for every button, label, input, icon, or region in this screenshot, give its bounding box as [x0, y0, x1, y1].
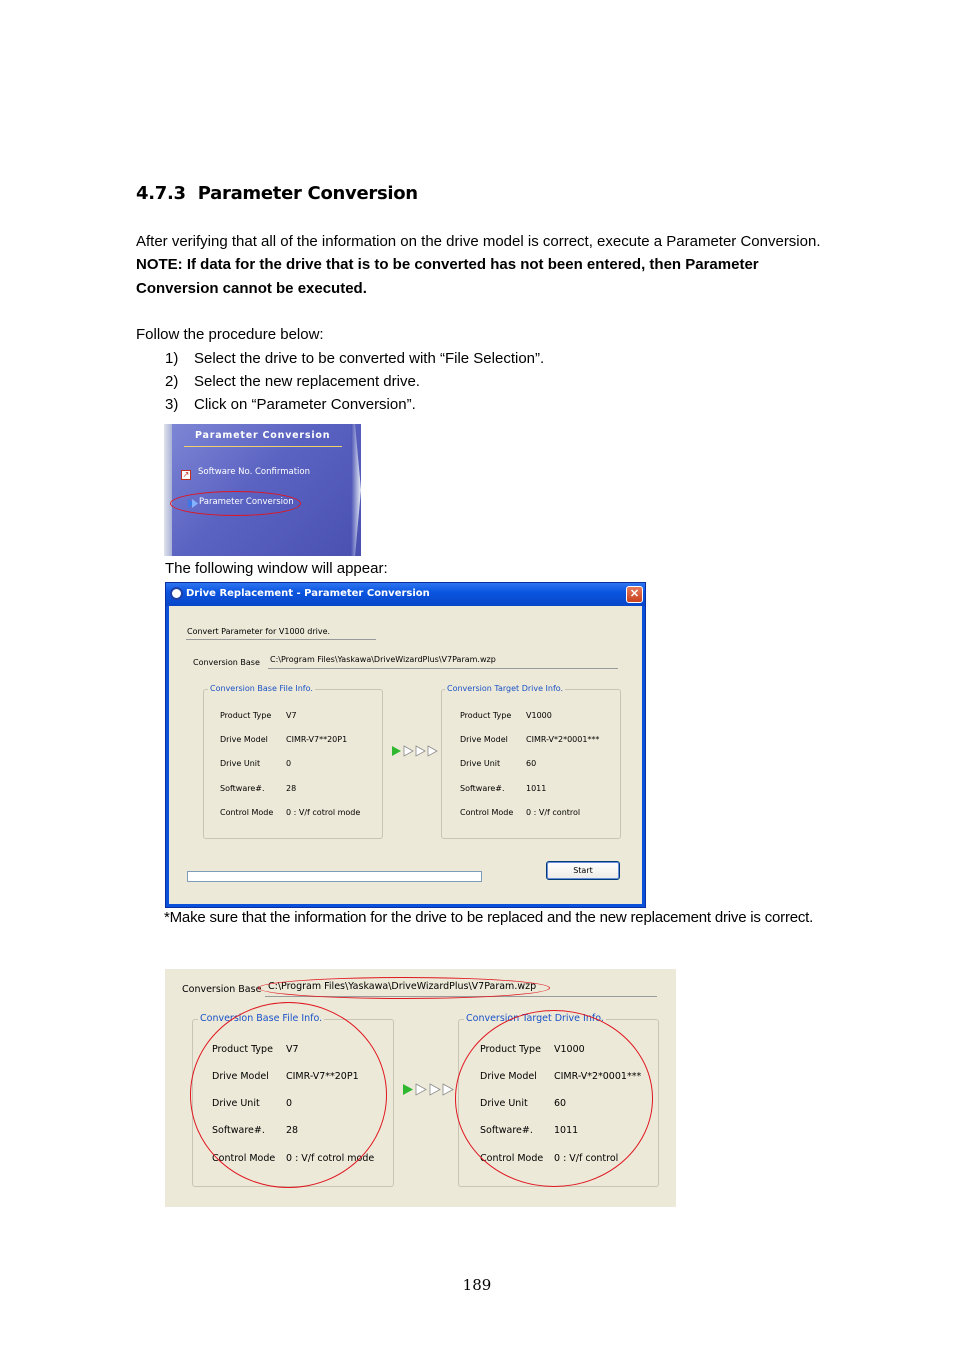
zoom-source-value-model: CIMR-V7**20P1 — [286, 1071, 359, 1082]
section-title: Parameter Conversion — [197, 183, 418, 204]
zoom-target-group-title: Conversion Target Drive Info. — [466, 1013, 604, 1024]
source-value-model: CIMR-V7**20P1 — [286, 735, 348, 744]
zoom-conversion-base-path: C:\Program Files\Yaskawa\DriveWizardPlus\V7Param.wzp — [268, 981, 537, 992]
zoom-target-label-control: Control Mode — [480, 1153, 544, 1164]
zoom-source-label-unit: Drive Unit — [212, 1098, 260, 1109]
conversion-base-underline — [268, 668, 618, 669]
source-label-control: Control Mode — [220, 808, 274, 817]
note-line-2: Conversion cannot be executed. — [136, 280, 367, 297]
close-icon[interactable]: ✕ — [626, 586, 643, 603]
start-button[interactable]: Start — [546, 861, 620, 880]
source-value-control: 0 : V/f cotrol mode — [286, 808, 361, 817]
zoom-source-value-unit: 0 — [286, 1098, 293, 1109]
target-label-model: Drive Model — [460, 735, 508, 744]
target-group-title: Conversion Target Drive Info. — [447, 684, 564, 693]
zoom-target-value-product: V1000 — [554, 1044, 585, 1055]
target-label-product: Product Type — [460, 711, 512, 720]
step-text: Click on “Parameter Conversion”. — [194, 396, 416, 413]
page-number: 189 — [462, 1276, 492, 1294]
zoom-source-label-model: Drive Model — [212, 1071, 269, 1082]
target-value-product: V1000 — [526, 711, 552, 720]
target-value-unit: 60 — [526, 759, 537, 768]
zoom-conversion-base-label: Conversion Base — [182, 984, 262, 995]
step-number: 1) — [165, 350, 179, 367]
section-number: 4.7.3 — [136, 183, 186, 204]
zoom-source-label-software: Software#. — [212, 1125, 265, 1136]
source-label-model: Drive Model — [220, 735, 268, 744]
section-heading — [136, 183, 418, 204]
zoom-target-value-control: 0 : V/f control — [554, 1153, 619, 1164]
convert-label: Convert Parameter for V1000 drive. — [187, 627, 331, 636]
step-1 — [165, 350, 544, 367]
conversion-base-label: Conversion Base — [193, 658, 260, 667]
window-titlebar — [166, 583, 645, 606]
panel-edge-left — [164, 424, 172, 556]
panel-edge-right — [351, 424, 361, 556]
source-label-product: Product Type — [220, 711, 272, 720]
make-sure-note: *Make sure that the information for the drive to be replaced and the new replacement drive is correct. — [164, 909, 814, 926]
zoom-source-value-software: 28 — [286, 1125, 299, 1136]
zoom-target-value-model: CIMR-V*2*0001*** — [554, 1071, 642, 1082]
zoom-source-label-control: Control Mode — [212, 1153, 276, 1164]
procedure-lead: Follow the procedure below: — [136, 326, 324, 343]
zoom-source-group-title: Conversion Base File Info. — [200, 1013, 323, 1024]
menu-item-parameter-conversion[interactable]: Parameter Conversion — [199, 497, 294, 507]
zoom-target-value-software: 1011 — [554, 1125, 579, 1136]
zoom-target-label-product: Product Type — [480, 1044, 541, 1055]
drive-replacement-window — [165, 582, 646, 908]
highlight-circle-path — [258, 977, 550, 999]
menu-item-software-confirmation[interactable]: Software No. Confirmation — [198, 467, 310, 477]
zoom-target-label-model: Drive Model — [480, 1071, 537, 1082]
zoom-target-label-unit: Drive Unit — [480, 1098, 528, 1109]
play-arrows-icon — [392, 745, 438, 757]
app-icon — [170, 587, 183, 600]
following-window-caption: The following window will appear: — [165, 560, 388, 577]
zoomed-screenshot — [165, 969, 676, 1207]
convert-underline — [186, 639, 376, 640]
zoom-play-arrows-icon — [403, 1083, 455, 1096]
target-value-model: CIMR-V*2*0001*** — [526, 735, 600, 744]
step-2 — [165, 373, 420, 390]
step-number: 3) — [165, 396, 179, 413]
step-text: Select the new replacement drive. — [194, 373, 420, 390]
software-confirm-icon: ↗ — [182, 470, 190, 479]
zoom-target-value-unit: 60 — [554, 1098, 567, 1109]
target-label-software: Software#. — [460, 784, 505, 793]
highlight-circle-source — [190, 1002, 387, 1188]
source-value-product: V7 — [286, 711, 297, 720]
highlight-circle-target — [455, 1010, 653, 1187]
zoom-source-value-product: V7 — [286, 1044, 299, 1055]
step-3 — [165, 396, 416, 413]
zoom-source-label-product: Product Type — [212, 1044, 273, 1055]
window-border-right — [642, 606, 645, 907]
intro-paragraph: After verifying that all of the information on the drive model is correct, execute a Parameter Conversion. — [136, 233, 821, 250]
window-border-bottom — [166, 904, 645, 907]
step-number: 2) — [165, 373, 179, 390]
menu-screenshot — [164, 424, 361, 556]
conversion-progress-bar — [187, 871, 482, 882]
target-value-control: 0 : V/f control — [526, 808, 581, 817]
target-value-software: 1011 — [526, 784, 547, 793]
target-label-control: Control Mode — [460, 808, 514, 817]
zoom-target-label-software: Software#. — [480, 1125, 533, 1136]
target-label-unit: Drive Unit — [460, 759, 501, 768]
source-group-title: Conversion Base File Info. — [210, 684, 313, 693]
zoom-source-value-control: 0 : V/f cotrol mode — [286, 1153, 375, 1164]
conversion-base-path: C:\Program Files\Yaskawa\DriveWizardPlus\V7Param.wzp — [270, 655, 496, 664]
window-border-left — [166, 606, 169, 907]
note-line-1: NOTE: If data for the drive that is to be converted has not been entered, then Parameter — [136, 256, 759, 273]
window-title: Drive Replacement - Parameter Conversion — [186, 588, 430, 599]
source-value-software: 28 — [286, 784, 297, 793]
highlight-circle — [170, 491, 301, 516]
menu-title-rule — [184, 446, 342, 447]
source-label-software: Software#. — [220, 784, 265, 793]
step-text: Select the drive to be converted with “File Selection”. — [194, 350, 545, 367]
source-value-unit: 0 — [286, 759, 292, 768]
source-label-unit: Drive Unit — [220, 759, 261, 768]
menu-title: Parameter Conversion — [195, 430, 331, 441]
